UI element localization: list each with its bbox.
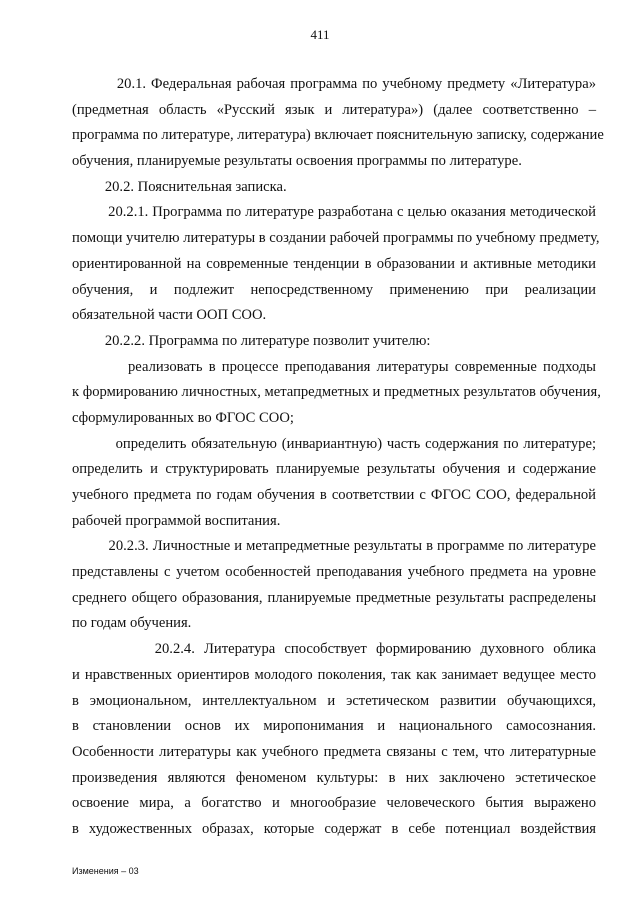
text-line: 20.2.3. Личностные и метапредметные результаты в программе по литературе	[72, 538, 596, 555]
text-line: произведения являются феноменом культуры: в них заключено эстетическое	[72, 769, 596, 786]
text-line: в становлении основ их миропонимания и национального самосознания.	[72, 718, 596, 735]
text-line: рабочей программой воспитания.	[72, 512, 281, 529]
text-line: (предметная область «Русский язык и литература») (далее соответственно –	[72, 101, 596, 118]
text-line: помощи учителю литературы в создании рабочей программы по учебному предмету,	[72, 230, 600, 247]
text-line: 20.2.2. Программа по литературе позволит учителю:	[72, 332, 431, 349]
text-line: среднего общего образования, планируемые предметные результаты распределены	[72, 589, 596, 606]
text-line: освоение мира, а богатство и многообразие человеческого бытия выражено	[72, 795, 596, 812]
text-line: в художественных образах, которые содержат в себе потенциал воздействия	[72, 820, 596, 837]
body-text	[72, 72, 604, 843]
text-line: Особенности литературы как учебного предмета связаны с тем, что литературные	[72, 743, 596, 760]
text-line: 20.2.4. Литература способствует формированию духовного облика	[72, 641, 596, 658]
page-number: 411	[310, 27, 330, 42]
text-line: учебного предмета по годам обучения в соответствии с ФГОС СОО, федеральной	[72, 487, 596, 503]
footer-revision-note: Изменения – 03	[72, 866, 139, 876]
text-line: обучения, и подлежит непосредственному применению при реализации	[72, 281, 596, 298]
text-line: определить обязательную (инвариантную) часть содержания по литературе;	[72, 435, 596, 452]
text-line: ориентированной на современные тенденции в образовании и активные методики	[72, 255, 596, 272]
text-line: 20.2. Пояснительная записка.	[72, 178, 287, 195]
text-line: и нравственных ориентиров молодого поколения, так как занимает ведущее место	[72, 666, 596, 683]
text-line: программа по литературе, литература) включает пояснительную записку, содержание	[72, 127, 604, 144]
text-line: обязательной части ООП СОО.	[72, 307, 267, 324]
text-line: 20.1. Федеральная рабочая программа по учебному предмету «Литература»	[72, 76, 596, 92]
text-line: 20.2.1. Программа по литературе разработана с целью оказания методической	[72, 204, 596, 221]
text-line: по годам обучения.	[72, 615, 192, 632]
text-line: представлены с учетом особенностей преподавания учебного предмета на уровне	[72, 564, 596, 581]
text-line: к формированию личностных, метапредметных и предметных результатов обучения,	[72, 384, 601, 401]
text-line: сформулированных во ФГОС СОО;	[72, 409, 294, 426]
text-line: определить и структурировать планируемые результаты обучения и содержание	[72, 461, 596, 478]
text-line: обучения, планируемые результаты освоения программы по литературе.	[72, 153, 522, 170]
text-line: в эмоциональном, интеллектуальном и эстетическом развитии обучающихся,	[72, 692, 596, 709]
text-line: реализовать в процессе преподавания литературы современные подходы	[72, 358, 596, 375]
